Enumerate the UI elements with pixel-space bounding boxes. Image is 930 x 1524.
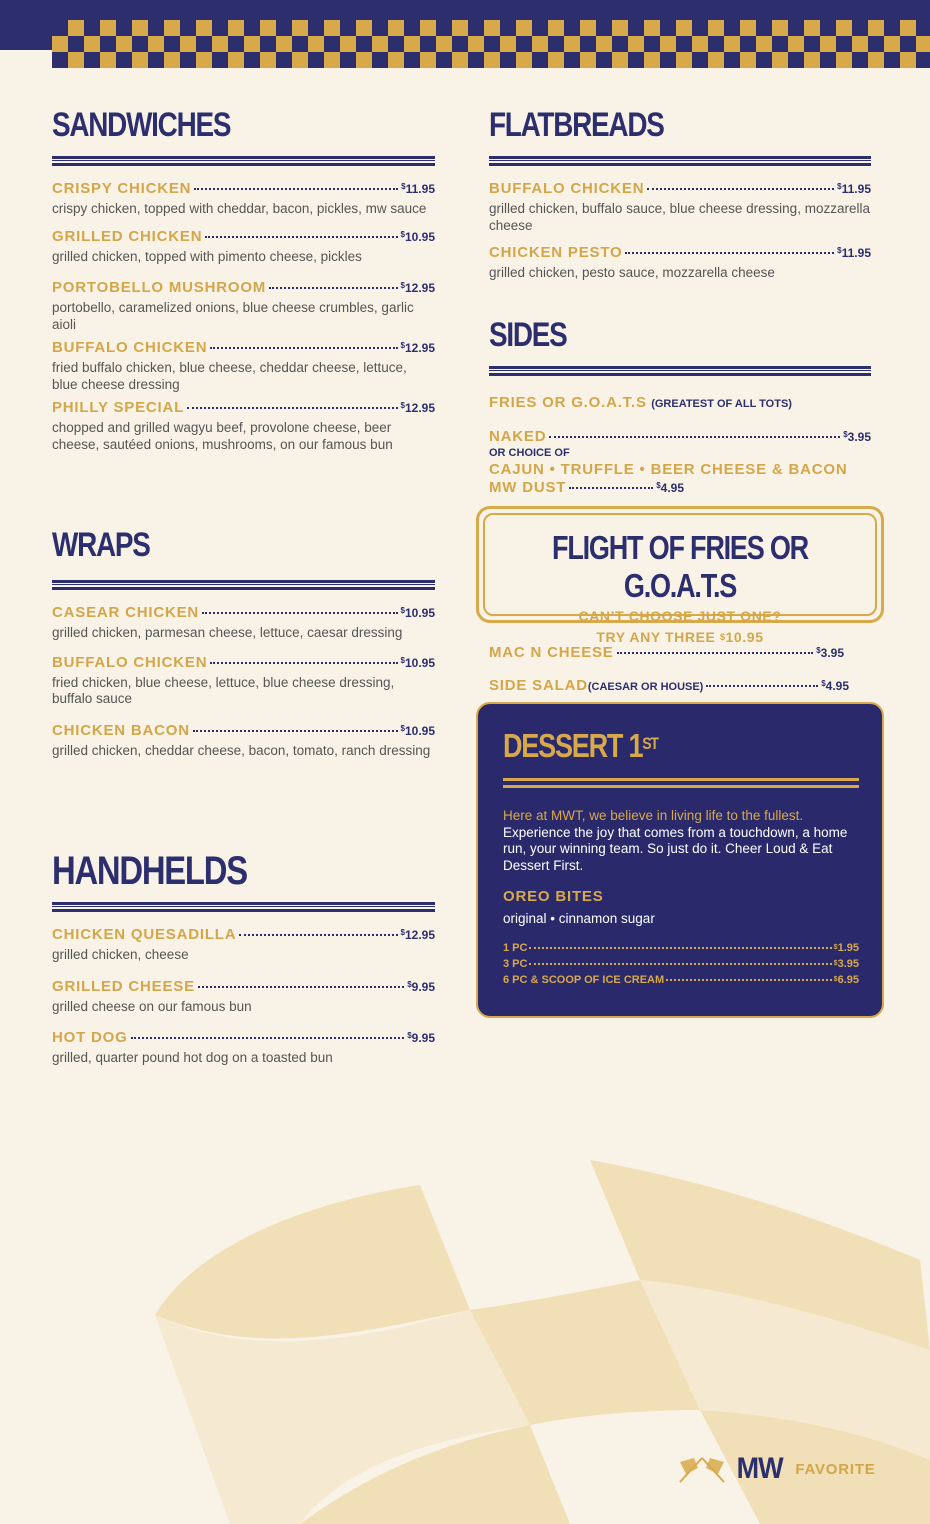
menu-item-price: $11.95 [837,246,871,260]
menu-item-price: $12.95 [400,341,435,355]
handhelds-section [52,846,435,1067]
fry-options: CAJUN • TRUFFLE • BEER CHEESE & BACON [489,461,848,478]
leader-dots [569,487,653,489]
sandwiches-section [52,100,435,453]
flight-line1: CAN’T CHOOSE JUST ONE? [578,608,782,624]
sides-title: SIDES [489,316,567,354]
menu-item-name: GRILLED CHEESE [52,977,195,995]
menu-item-name: CRISPY CHICKEN [52,180,192,197]
dessert-option-row [503,956,859,972]
dessert-option-label: 3 PC [503,958,528,970]
menu-item-header [52,180,435,197]
menu-item-header [52,654,435,671]
dessert-intro-rest: Experience the joy that comes from a touchdown, a home run, your winning team. So just do it. Cheer Loud & Eat Dessert First. [503,824,848,873]
or-choice-label: OR CHOICE OF [489,447,570,459]
favorite-label: FAVORITE [795,1460,876,1478]
dessert-intro-highlight: Here at MWT, we believe in living life to the fullest. [503,808,804,823]
menu-item-price: $9.95 [407,979,435,994]
menu-item-description: grilled cheese on our famous bun [52,998,252,1014]
dessert-box [476,702,884,1018]
mac-name: MAC N CHEESE [489,644,614,661]
handhelds-title: HANDHELDS [52,849,247,893]
dessert-divider [503,778,859,788]
leader-dots [198,986,404,988]
naked-row [489,428,871,445]
menu-item [489,180,871,234]
salad-name: SIDE SALAD [489,677,588,694]
footer-legend [676,1451,876,1487]
sides-section [489,310,871,496]
checkered-pattern [52,20,930,68]
menu-item-name: HOT DOG [52,1029,128,1046]
left-column [52,100,435,1065]
menu-item-price: $12.95 [400,928,435,942]
menu-item-header [52,604,435,621]
flight-inner-frame [483,513,877,645]
leader-dots [193,730,398,732]
section-divider [52,580,435,590]
menu-item-header [52,926,435,943]
menu-item-description: grilled chicken, parmesan cheese, lettuce, caesar dressing [52,625,403,640]
menu-item [52,1029,435,1067]
flight-line2: TRY ANY THREE $10.95 [596,629,764,645]
menu-item-price: $11.95 [401,182,435,196]
leader-dots [205,236,397,238]
dessert-option-row [503,972,859,988]
section-divider [489,366,871,376]
leader-dots [131,1037,405,1039]
naked-name: NAKED [489,428,547,445]
leader-dots [187,407,397,409]
fries-heading-row [489,394,871,412]
menu-item-header [52,399,435,416]
menu-item-price: $11.95 [837,182,871,196]
menu-item-header [52,279,435,296]
mw-dust-price: $4.95 [656,481,684,495]
leader-dots [529,947,831,949]
flatbreads-section [489,100,871,282]
leader-dots [210,347,397,349]
naked-price: $3.95 [843,430,871,444]
dessert-option-price: $6.95 [833,974,859,986]
menu-item-header [52,1029,435,1046]
dessert-option-row [503,940,859,956]
menu-item-header [52,722,435,739]
leader-dots [194,188,398,190]
mw-brand-mark: MW [736,1452,783,1485]
menu-item-price: $12.95 [400,401,435,415]
menu-item-name: CHICKEN QUESADILLA [52,926,237,943]
leader-dots [269,287,397,289]
menu-item-name: PORTOBELLO MUSHROOM [52,279,267,296]
menu-item-price: $10.95 [400,229,435,244]
menu-item-description: grilled chicken, cheese [52,947,189,962]
menu-item-name: CHICKEN BACON [52,721,190,739]
salad-note: (CAESAR OR HOUSE) [587,681,704,693]
dessert-option-price: $3.95 [833,958,859,970]
menu-item-description: chopped and grilled wagyu beef, provolone cheese, beer cheese, sautéed onions, mushrooms, on our famous bun [52,420,393,452]
leader-dots [625,252,834,254]
menu-item [52,604,435,642]
leader-dots [549,436,840,438]
oreo-bites-desc: original • cinnamon sugar [503,911,655,926]
menu-item-price: $10.95 [400,655,435,670]
menu-item [52,180,435,218]
menu-item-price: $12.95 [400,281,435,295]
flight-title: FLIGHT OF FRIES OR G.O.A.T.S [552,529,808,604]
mac-price: $3.95 [816,646,844,660]
menu-item-name: CHICKEN PESTO [489,244,623,261]
menu-item [52,228,435,266]
menu-item-header [52,228,435,245]
salad-price: $4.95 [821,679,849,693]
menu-item-name: PHILLY SPECIAL [52,399,185,416]
fries-heading: FRIES OR G.O.A.T.S [489,394,647,411]
crossed-flags-icon [676,1454,728,1484]
dessert-intro [503,808,859,874]
leader-dots [706,685,818,687]
dessert-options [503,940,859,988]
menu-item-description: grilled chicken, buffalo sauce, blue cheese dressing, mozzarella cheese [489,201,870,233]
menu-item-name: BUFFALO CHICKEN [52,339,208,356]
menu-item-description: grilled chicken, topped with pimento cheese, pickles [52,248,362,264]
dessert-option-label: 6 PC & SCOOP OF ICE CREAM [503,974,665,986]
menu-item [52,339,435,393]
flight-promo-box [476,506,884,645]
mw-dust-row [489,479,684,496]
oreo-bites-name: OREO BITES [503,888,604,905]
menu-item [52,926,435,964]
menu-item [52,654,435,708]
leader-dots [529,963,831,965]
menu-item-name: CASEAR CHICKEN [52,604,200,621]
menu-item-description: grilled chicken, cheddar cheese, bacon, tomato, ranch dressing [52,742,431,758]
menu-item [52,279,435,333]
menu-item [52,399,435,453]
menu-item-description: fried chicken, blue cheese, lettuce, blue cheese dressing, buffalo sauce [52,674,395,706]
menu-item-price: $10.95 [400,723,435,738]
menu-item-header [52,339,435,356]
leader-dots [666,979,832,981]
fries-note: (GREATEST OF ALL TOTS) [651,398,792,410]
wraps-section [52,520,435,759]
menu-item-header [489,244,871,261]
leader-dots [210,662,397,664]
menu-item-header [52,978,435,995]
leader-dots [202,612,397,614]
menu-item-name: BUFFALO CHICKEN [52,653,208,671]
menu-item [52,722,435,760]
leader-dots [647,188,834,190]
sandwiches-title: SANDWICHES [52,106,231,144]
mw-dust-name: MW DUST [489,479,567,496]
section-divider [52,156,435,166]
menu-item-price: $9.95 [407,1031,435,1045]
menu-item-description: crispy chicken, topped with cheddar, bacon, pickles, mw sauce [52,201,427,216]
salad-row [489,677,849,694]
menu-item-name: BUFFALO CHICKEN [489,180,645,197]
menu-item [489,244,871,282]
flatbreads-title: FLATBREADS [489,106,664,144]
dessert-option-label: 1 PC [503,942,528,954]
dessert-title: DESSERT 1ST [503,727,658,764]
menu-item [52,978,435,1016]
leader-dots [617,652,814,654]
menu-item-name: GRILLED CHICKEN [52,227,203,245]
menu-item-description: fried buffalo chicken, blue cheese, cheddar cheese, lettuce, blue cheese dressing [52,360,407,392]
section-divider [489,156,871,166]
dessert-option-price: $1.95 [833,942,859,954]
menu-item-description: grilled chicken, pesto sauce, mozzarella cheese [489,265,775,280]
menu-item-description: portobello, caramelized onions, blue cheese crumbles, garlic aioli [52,300,414,332]
menu-item-header [489,180,871,197]
menu-item-description: grilled, quarter pound hot dog on a toasted bun [52,1050,333,1065]
wraps-title: WRAPS [52,526,150,564]
section-divider [52,902,435,912]
leader-dots [239,934,397,936]
menu-item-price: $10.95 [400,606,435,620]
